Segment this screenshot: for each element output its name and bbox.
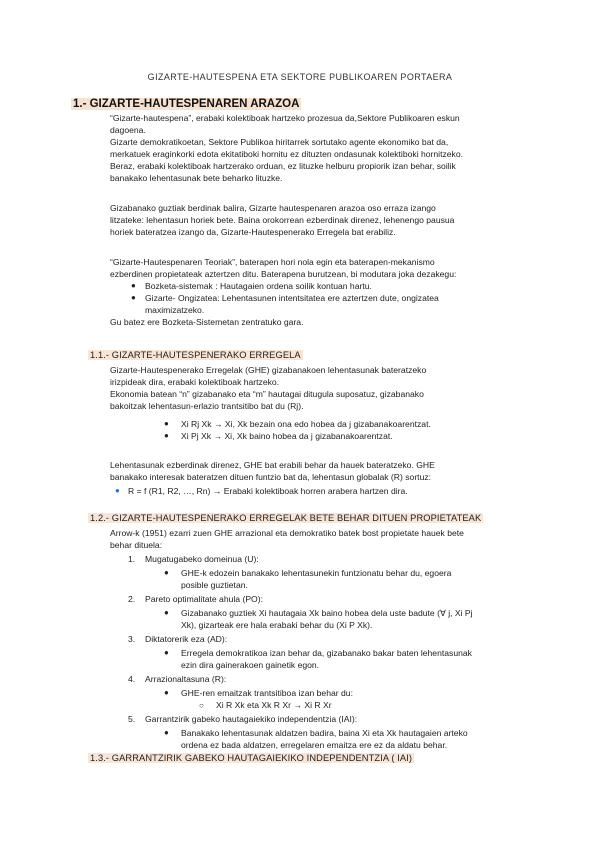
text-line: ezin dira gainerakoen gainetik egon. (181, 660, 320, 670)
section-1-heading: 1.- GIZARTE-HAUTESPENAREN ARAZOA (73, 98, 300, 110)
text-line: posible guztietan. (181, 580, 248, 590)
list-item: Bozketa-sistemak : Hautagaien ordena soilik kontuan hartu. (145, 281, 372, 291)
list-number: 3. (128, 634, 136, 644)
text-line: Gizabanako guztiak berdinak balira, Gizarte hautespenaren arazoa oso erraza izango (110, 203, 436, 213)
section-1-3-heading: 1.3.- GARRANTZIRIK GABEKO HAUTAGAIEKIKO INDEPENDENTZIA ( IAI) (90, 753, 413, 763)
text-line: banakako interesak bateratzen dituen funtzio bat da, lehentasun globalak (R) sortuz: (110, 472, 432, 482)
list-number: 1. (128, 554, 136, 564)
list-item-continuation: maximizatzeko. (145, 305, 205, 315)
bullet-dot: ● (164, 419, 169, 428)
bullet-dot: ● (164, 728, 169, 737)
text-line: Ekonomia batean “n” gizabanako eta “m” hautagai ditugula suposatuz, gizabanako (110, 389, 424, 399)
list-number: 4. (128, 674, 136, 684)
property-title: Mugatugabeko domeinua (U): (145, 554, 259, 564)
list-item: Xi Rj Xk → Xi, Xk bezain ona edo hobea da j gizabanakoarentzat. (181, 419, 431, 429)
property-title: Pareto optimalitate ahula (PO): (145, 594, 263, 604)
text-line: Gizarte-Hautespenerako Erregelak (GHE) gizabanakoen lehentasunak bateratzeko (110, 365, 427, 375)
bullet-dot: ● (164, 608, 169, 617)
text-line: bakoitzak lehentasun-erlazio trantsitibo bat du (Rj). (110, 401, 304, 411)
text-line: Xk), gizarteak ere hala erabaki behar du (Xi P Xk). (181, 620, 373, 630)
list-number: 2. (128, 594, 136, 604)
text-line: Erregela demokratikoa izan behar da, gizabanako bakar baten lehentasunak (181, 648, 472, 658)
property-title: Diktatorerik eza (AD): (145, 634, 228, 644)
bullet-dot: ● (131, 281, 136, 290)
formula-line: Xi R Xk eta Xk R Xr → Xi R Xr (216, 700, 332, 710)
property-title: Arrazionaltasuna (R): (145, 674, 227, 684)
text-line: ordena ez bada aldatzen, erregelaren emaitza ere ez da aldatu behar. (181, 740, 448, 750)
bullet-dot: ● (131, 293, 136, 302)
text-line: behar dituela: (110, 540, 163, 550)
text-line: dagoena. (110, 125, 146, 135)
section-1-2-heading: 1.2.- GIZARTE-HAUTESPENERAKO ERREGELAK BETE BEHAR DITUEN PROPIETATEAK (90, 513, 482, 523)
list-number: 5. (128, 714, 136, 724)
text-line: Banakako lehentasunak aldatzen badira, baina Xi eta Xk hautagaien arteko (181, 728, 468, 738)
bullet-dot: ● (164, 688, 169, 697)
text-line: ezberdinen propietateak aztertzen ditu. Baterapena burutzean, bi modutara joka dezakegu: (110, 269, 457, 279)
text-line: “Gizarte-Hautespenaren Teoriak”, baterapen hori nola egin eta baterapen-mekanismo (110, 257, 435, 267)
text-line: Gizarte demokratikoetan, Sektore Publikoa hiritarrek sortutako agente ekonomiko bat da, (110, 137, 449, 147)
list-item: Xi Pj Xk → Xi, Xk baino hobea da j gizabanakoarentzat. (181, 431, 393, 441)
text-line: GHE-k edozein banakako lehentasunekin funtzionatu behar du, egoera (181, 568, 452, 578)
text-line: irizpideak dira, erabaki kolektiboak hartzeko. (110, 377, 280, 387)
document-title: GIZARTE-HAUTESPENA ETA SEKTORE PUBLIKOAREN PORTAERA (147, 72, 453, 82)
text-line: horiek bateratzea izango da, Gizarte-Hautespenerako Erregela bat erabiliz. (110, 227, 396, 237)
text-line: “Gizarte-hautespena”, erabaki kolektiboak hartzeko prozesua da,Sektore Publikoaren eskun (110, 113, 460, 123)
text-line: litzateke: lehentasun horiek bete. Baina orokorrean ezberdinak direnez, lehenengo pausua (110, 215, 455, 225)
text-line: merkatuek eraginkorki edota ekitatiboki hornitu ez dituzten ondasunak kolektiboki hornitzeko. (110, 149, 464, 159)
formula-line: R = f (R1, R2, …, Rn) → Erabaki kolektiboak horren arabera hartzen dira. (128, 486, 408, 496)
bullet-dot: ● (164, 648, 169, 657)
property-title: Garrantzirik gabeko hautagaiekiko independentzia (IAI): (145, 714, 358, 724)
list-item: Gizarte- Ongizatea: Lehentasunen intentsitatea ere aztertzen dute, ongizatea (145, 293, 439, 303)
bullet-dot: ● (164, 431, 169, 440)
text-line: Gizabanako guztiek Xi hautagaia Xk baino hobea dela uste badute (∀ j, Xi Pj (181, 608, 473, 618)
text-line: GHE-ren emaitzak trantsitiboa izan behar du: (181, 688, 353, 698)
text-line: Arrow-k (1951) ezarri zuen GHE arrazional eta demokratiko batek bost propietate hauek bete (110, 528, 464, 538)
bullet-dot: ● (164, 568, 169, 577)
section-1-closing-line: Gu batez ere Bozketa-Sistemetan zentratuko gara. (110, 317, 304, 327)
bullet-dot: ● (115, 486, 120, 495)
hollow-bullet-icon: ○ (199, 701, 204, 710)
text-line: Lehentasunak ezberdinak direnez, GHE bat erabili behar da hauek bateratzeko. GHE (110, 460, 435, 470)
text-line: banakako lehentasunak bete beharko lituzke. (110, 173, 283, 183)
text-line: Beraz, erabaki kolektiboak hartzerako orduan, ez lituzke helburu propiorik izan behar, soilik (110, 161, 456, 171)
section-1-1-heading: 1.1.- GIZARTE-HAUTESPENERAKO ERREGELA (90, 350, 301, 360)
